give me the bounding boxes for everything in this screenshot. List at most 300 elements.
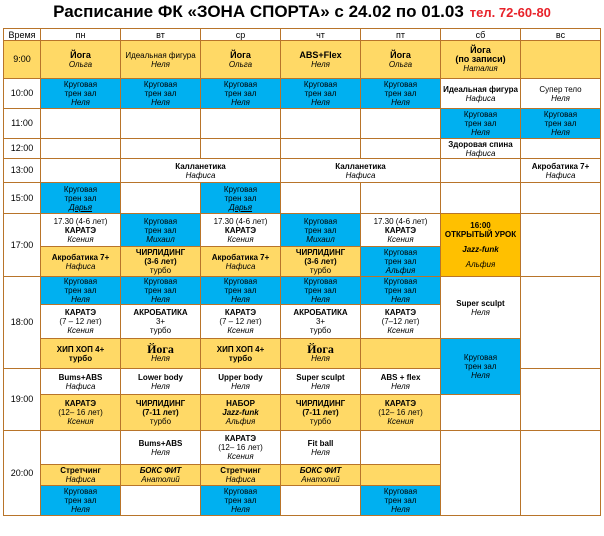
class-cell bbox=[121, 465, 201, 486]
class-subname: турбо bbox=[309, 326, 332, 335]
class-cell bbox=[281, 339, 361, 369]
class-name: Идеальная фигура bbox=[443, 84, 518, 94]
trainer-name: Дарья bbox=[228, 202, 252, 212]
class-subname: трен зал bbox=[64, 193, 97, 203]
header-row bbox=[4, 29, 601, 41]
class-name: Круговая bbox=[63, 487, 98, 496]
trainer-name: Неля bbox=[471, 371, 490, 380]
trainer-name: Неля bbox=[311, 353, 330, 363]
class-cell bbox=[441, 277, 521, 339]
day-header-sat: сб bbox=[441, 29, 521, 41]
class-subname: трен зал bbox=[544, 119, 577, 128]
class-name: КАРАТЭ bbox=[384, 225, 417, 235]
row-0900 bbox=[4, 41, 601, 79]
trainer-name: Неля bbox=[151, 381, 170, 391]
class-subname: Jazz-funk bbox=[462, 245, 499, 254]
trainer-name: Наталия bbox=[463, 64, 498, 73]
class-name: ЧИРЛИДИНГ bbox=[135, 248, 186, 257]
empty-cell bbox=[201, 109, 281, 139]
class-subname: турбо bbox=[309, 417, 332, 426]
class-name: Акробатика 7+ bbox=[51, 252, 110, 262]
row-1500 bbox=[4, 183, 601, 214]
class-name: Bums+ABS bbox=[58, 372, 103, 382]
trainer-name: Неля bbox=[231, 295, 250, 304]
time-cell: 18:00 bbox=[4, 277, 41, 369]
class-cell bbox=[121, 369, 201, 395]
class-age: (12– 16 лет) bbox=[378, 408, 423, 417]
class-name: КАРАТЭ bbox=[224, 434, 257, 443]
empty-cell bbox=[361, 431, 441, 465]
class-cell bbox=[121, 277, 201, 305]
class-cell bbox=[41, 369, 121, 395]
trainer-name: Неля bbox=[71, 505, 90, 514]
class-name: Lower body bbox=[138, 372, 183, 382]
trainer-name: Неля bbox=[71, 98, 90, 107]
day-header-sun: вс bbox=[521, 29, 601, 41]
class-name: Круговая bbox=[463, 110, 498, 119]
class-name: НАБОР bbox=[226, 399, 255, 408]
class-cell bbox=[521, 159, 601, 183]
class-name: Йога bbox=[70, 49, 91, 60]
class-name: ЧИРЛИДИНГ bbox=[295, 399, 346, 408]
class-name: БОКС ФИТ bbox=[299, 466, 342, 475]
class-name: Круговая bbox=[143, 277, 178, 286]
class-name: Круговая bbox=[303, 80, 338, 89]
class-subname: трен зал bbox=[384, 286, 417, 295]
class-name: КАРАТЭ bbox=[64, 225, 97, 235]
class-subname: трен зал bbox=[64, 286, 97, 295]
trainer-name: Неля bbox=[471, 128, 490, 137]
class-age: (7 – 12 лет) bbox=[59, 317, 102, 326]
empty-cell bbox=[441, 159, 521, 183]
empty-cell bbox=[361, 139, 441, 159]
trainer-name: Ольга bbox=[228, 59, 253, 69]
class-age: (12– 16 лет) bbox=[218, 443, 263, 452]
class-subname: турбо bbox=[149, 417, 172, 426]
class-name: Йога bbox=[230, 49, 251, 60]
class-cell bbox=[121, 247, 201, 277]
class-name: Круговая bbox=[223, 184, 258, 194]
trainer-name: Ксения bbox=[67, 417, 94, 426]
class-age: (7 – 12 лет) bbox=[219, 317, 262, 326]
class-name: Upper body bbox=[218, 372, 263, 382]
class-age: (3-6 лет) bbox=[304, 257, 337, 266]
class-time: 17.30 (4-6 лет) bbox=[373, 216, 428, 226]
class-subname: турбо bbox=[309, 266, 332, 275]
empty-cell bbox=[41, 139, 121, 159]
trainer-name: Неля bbox=[231, 381, 250, 391]
trainer-name: Неля bbox=[231, 98, 250, 107]
class-cell bbox=[121, 214, 201, 247]
class-subname: трен зал bbox=[384, 257, 417, 266]
empty-cell bbox=[521, 183, 601, 214]
class-name: Круговая bbox=[543, 110, 578, 119]
class-name: Круговая bbox=[303, 216, 338, 226]
class-cell bbox=[281, 247, 361, 277]
trainer-name: Неля bbox=[391, 381, 410, 391]
class-cell bbox=[41, 247, 121, 277]
class-name: Круговая bbox=[143, 216, 178, 226]
class-name: Акробатика 7+ bbox=[531, 161, 590, 171]
empty-cell bbox=[521, 369, 601, 431]
empty-cell bbox=[281, 139, 361, 159]
class-name: Круговая bbox=[463, 353, 498, 362]
empty-cell bbox=[201, 139, 281, 159]
trainer-name: Альфия bbox=[385, 266, 416, 275]
class-time: 16:00 bbox=[470, 221, 491, 230]
class-cell bbox=[41, 305, 121, 339]
class-cell bbox=[361, 214, 441, 247]
row-1300 bbox=[4, 159, 601, 183]
class-cell bbox=[441, 139, 521, 159]
class-subname: трен зал bbox=[224, 496, 257, 505]
class-name: Fit ball bbox=[307, 438, 334, 448]
class-name: Круговая bbox=[383, 80, 418, 89]
trainer-name: Нафиса bbox=[545, 170, 576, 180]
class-age: (12– 16 лет) bbox=[58, 408, 103, 417]
class-name: Круговая bbox=[303, 277, 338, 286]
row-1700a bbox=[4, 214, 601, 247]
class-cell bbox=[281, 41, 361, 79]
empty-cell bbox=[41, 109, 121, 139]
class-name: Йога bbox=[147, 341, 174, 356]
empty-cell bbox=[521, 431, 601, 516]
class-cell bbox=[361, 486, 441, 516]
class-cell bbox=[201, 277, 281, 305]
class-name: Йога bbox=[307, 341, 334, 356]
class-cell bbox=[361, 395, 441, 431]
class-age: (3-6 лет) bbox=[144, 257, 177, 266]
class-subname: Jazz-funk bbox=[222, 408, 259, 417]
class-subname: трен зал bbox=[144, 286, 177, 295]
class-name: ЧИРЛИДИНГ bbox=[295, 248, 346, 257]
trainer-name: Нафиса bbox=[345, 170, 376, 180]
time-header: Время bbox=[4, 29, 41, 41]
class-subname: трен зал bbox=[224, 286, 257, 295]
class-subname: трен зал bbox=[464, 362, 497, 371]
class-cell bbox=[201, 431, 281, 465]
class-time: 17.30 (4-6 лет) bbox=[213, 216, 268, 226]
class-name: АКРОБАТИКА bbox=[293, 308, 348, 317]
trainer-name: Нафиса bbox=[225, 261, 256, 271]
class-name: ОТКРЫТЫЙ УРОК bbox=[444, 230, 517, 239]
class-cell bbox=[201, 183, 281, 214]
class-subname: трен зал bbox=[384, 496, 417, 505]
trainer-name: Неля bbox=[151, 353, 170, 363]
class-cell bbox=[361, 277, 441, 305]
class-name: Круговая bbox=[63, 80, 98, 89]
trainer-name: Нафиса bbox=[65, 475, 96, 484]
row-1900b bbox=[4, 395, 601, 431]
trainer-name: Неля bbox=[551, 128, 570, 137]
time-cell: 9:00 bbox=[4, 41, 41, 79]
trainer-name: Неля bbox=[391, 295, 410, 304]
class-age: (7–12 лет) bbox=[381, 317, 420, 326]
trainer-name: Нафиса bbox=[465, 93, 496, 103]
open-lesson-cell bbox=[441, 214, 521, 277]
class-subname: трен зал bbox=[64, 496, 97, 505]
class-name: КАРАТЭ bbox=[224, 225, 257, 235]
empty-cell bbox=[521, 41, 601, 79]
class-cell bbox=[121, 159, 281, 183]
class-cell bbox=[361, 41, 441, 79]
class-name: КАРАТЭ bbox=[224, 308, 257, 317]
class-cell bbox=[201, 79, 281, 109]
trainer-name: Неля bbox=[471, 307, 490, 317]
trainer-name: Неля bbox=[71, 295, 90, 304]
class-cell bbox=[361, 79, 441, 109]
trainer-name: Ксения bbox=[227, 452, 254, 461]
empty-cell bbox=[441, 183, 521, 214]
trainer-name: Неля bbox=[311, 59, 330, 69]
class-name: Круговая bbox=[383, 277, 418, 286]
day-header-wed: ср bbox=[201, 29, 281, 41]
trainer-name: Ксения bbox=[227, 326, 254, 335]
class-subname: трен зал bbox=[144, 89, 177, 98]
class-subname: трен зал bbox=[304, 225, 337, 235]
class-name: ХИП ХОП 4+ bbox=[56, 344, 105, 354]
class-cell bbox=[201, 465, 281, 486]
time-cell: 19:00 bbox=[4, 369, 41, 431]
class-name: Super sculpt bbox=[296, 372, 345, 382]
trainer-name: Неля bbox=[151, 447, 170, 457]
class-name: Круговая bbox=[63, 184, 98, 194]
trainer-name: Неля bbox=[311, 295, 330, 304]
trainer-name: Ксения bbox=[387, 234, 414, 244]
class-cell bbox=[521, 109, 601, 139]
class-cell bbox=[441, 109, 521, 139]
trainer-name: Неля bbox=[391, 505, 410, 514]
class-cell bbox=[441, 41, 521, 79]
class-name: АКРОБАТИКА bbox=[133, 308, 188, 317]
trainer-name: Нафиса bbox=[225, 475, 256, 484]
class-subname: трен зал bbox=[144, 225, 177, 235]
class-cell bbox=[201, 41, 281, 79]
empty-cell bbox=[521, 214, 601, 277]
class-cell bbox=[281, 305, 361, 339]
class-name: ABS + flex bbox=[380, 372, 421, 382]
class-name: Калланетика bbox=[335, 161, 386, 171]
class-cell bbox=[121, 41, 201, 79]
time-cell: 15:00 bbox=[4, 183, 41, 214]
title-text: Расписание ФК «ЗОНА СПОРТА» с 24.02 по 01.03 bbox=[53, 2, 464, 21]
class-subname: трен зал bbox=[224, 193, 257, 203]
class-cell bbox=[281, 369, 361, 395]
class-cell bbox=[201, 369, 281, 395]
class-subname: турбо bbox=[149, 266, 172, 275]
trainer-name: Неля bbox=[151, 59, 170, 69]
empty-cell bbox=[121, 183, 201, 214]
trainer-name: Неля bbox=[151, 295, 170, 304]
day-header-mon: пн bbox=[41, 29, 121, 41]
class-name: Акробатика 7+ bbox=[211, 252, 270, 262]
empty-cell bbox=[361, 183, 441, 214]
class-cell bbox=[521, 79, 601, 109]
class-subname: турбо bbox=[68, 353, 93, 363]
trainer-name: Альфия bbox=[225, 417, 256, 426]
empty-cell bbox=[361, 339, 441, 369]
row-2000a bbox=[4, 431, 601, 465]
class-cell bbox=[41, 465, 121, 486]
empty-cell bbox=[281, 486, 361, 516]
class-cell bbox=[41, 339, 121, 369]
trainer-name: Ксения bbox=[227, 234, 254, 244]
day-header-thu: чт bbox=[281, 29, 361, 41]
row-1000 bbox=[4, 79, 601, 109]
class-name: Круговая bbox=[223, 277, 258, 286]
class-name: Йога bbox=[470, 45, 491, 55]
class-cell bbox=[361, 247, 441, 277]
empty-cell bbox=[441, 431, 521, 516]
day-header-tue: вт bbox=[121, 29, 201, 41]
empty-cell bbox=[361, 465, 441, 486]
empty-cell bbox=[121, 109, 201, 139]
empty-cell bbox=[361, 109, 441, 139]
class-note: (по записи) bbox=[455, 54, 506, 64]
trainer-name: Ксения bbox=[67, 326, 94, 335]
schedule-table bbox=[3, 28, 601, 516]
class-cell bbox=[201, 339, 281, 369]
class-name: Круговая bbox=[63, 277, 98, 286]
class-name: ХИП ХОП 4+ bbox=[216, 344, 265, 354]
empty-cell bbox=[121, 486, 201, 516]
trainer-name: Ксения bbox=[387, 326, 414, 335]
class-subname: трен зал bbox=[224, 89, 257, 98]
class-cell bbox=[281, 159, 441, 183]
empty-cell bbox=[281, 183, 361, 214]
class-subname: турбо bbox=[149, 326, 172, 335]
class-name: Стретчинг bbox=[220, 466, 261, 475]
phone-number: тел. 72-60-80 bbox=[469, 5, 551, 20]
class-cell bbox=[41, 214, 121, 247]
trainer-name: Михаил bbox=[306, 234, 335, 244]
class-cell bbox=[441, 79, 521, 109]
trainer-name: Анатолий bbox=[141, 475, 180, 484]
class-cell bbox=[41, 41, 121, 79]
row-1200 bbox=[4, 139, 601, 159]
class-cell bbox=[41, 395, 121, 431]
class-name: Круговая bbox=[223, 80, 258, 89]
class-name: Круговая bbox=[143, 80, 178, 89]
class-cell bbox=[201, 486, 281, 516]
day-header-fri: пт bbox=[361, 29, 441, 41]
time-cell: 10:00 bbox=[4, 79, 41, 109]
row-1800c bbox=[4, 339, 601, 369]
class-name: КАРАТЭ bbox=[384, 308, 417, 317]
class-name: Круговая bbox=[223, 487, 258, 496]
class-name: Круговая bbox=[383, 487, 418, 496]
empty-cell bbox=[41, 431, 121, 465]
class-age: 3+ bbox=[155, 317, 166, 326]
class-cell bbox=[201, 214, 281, 247]
trainer-name: Ксения bbox=[387, 417, 414, 426]
empty-cell bbox=[281, 109, 361, 139]
class-subname: турбо bbox=[228, 353, 253, 363]
trainer-name: Альфия bbox=[465, 260, 496, 269]
class-name: Здоровая спина bbox=[448, 139, 513, 149]
time-cell: 20:00 bbox=[4, 431, 41, 516]
class-cell bbox=[121, 305, 201, 339]
class-cell bbox=[361, 305, 441, 339]
class-cell bbox=[201, 305, 281, 339]
trainer-name: Нафиса bbox=[185, 170, 216, 180]
class-cell bbox=[281, 79, 361, 109]
class-subname: трен зал bbox=[464, 119, 497, 128]
class-cell bbox=[201, 247, 281, 277]
class-subname: трен зал bbox=[304, 89, 337, 98]
trainer-name: Нафиса bbox=[65, 381, 96, 391]
class-cell bbox=[41, 277, 121, 305]
class-subname: трен зал bbox=[64, 89, 97, 98]
class-cell bbox=[281, 277, 361, 305]
time-cell: 11:00 bbox=[4, 109, 41, 139]
class-name: ЧИРЛИДИНГ bbox=[135, 399, 186, 408]
class-cell bbox=[41, 486, 121, 516]
trainer-name: Неля bbox=[391, 98, 410, 107]
empty-cell bbox=[121, 139, 201, 159]
class-name: Bums+ABS bbox=[138, 438, 183, 448]
class-name: Super sculpt bbox=[456, 298, 505, 308]
trainer-name: Анатолий bbox=[301, 475, 340, 484]
time-cell: 12:00 bbox=[4, 139, 41, 159]
class-cell bbox=[121, 79, 201, 109]
trainer-name: Неля bbox=[551, 93, 570, 103]
class-name: Калланетика bbox=[175, 161, 226, 171]
trainer-name: Ксения bbox=[67, 234, 94, 244]
empty-cell bbox=[521, 139, 601, 159]
class-cell bbox=[41, 183, 121, 214]
class-subname: трен зал bbox=[384, 89, 417, 98]
class-cell bbox=[441, 339, 521, 395]
trainer-name: Неля bbox=[231, 505, 250, 514]
class-cell bbox=[41, 79, 121, 109]
class-name: КАРАТЭ bbox=[64, 308, 97, 317]
class-subname: трен зал bbox=[304, 286, 337, 295]
trainer-name: Дарья bbox=[68, 202, 92, 212]
trainer-name: Ольга bbox=[388, 59, 413, 69]
trainer-name: Неля bbox=[311, 98, 330, 107]
class-cell bbox=[281, 214, 361, 247]
trainer-name: Неля bbox=[151, 98, 170, 107]
class-name: КАРАТЭ bbox=[64, 399, 97, 408]
class-name: ABS+Flex bbox=[299, 49, 342, 60]
class-name: Круговая bbox=[383, 248, 418, 257]
row-1800a bbox=[4, 277, 601, 305]
trainer-name: Неля bbox=[311, 447, 330, 457]
class-cell bbox=[361, 369, 441, 395]
class-cell bbox=[121, 339, 201, 369]
trainer-name: Ольга bbox=[68, 59, 93, 69]
class-time: 17.30 (4-6 лет) bbox=[53, 216, 108, 226]
class-name: Супер тело bbox=[539, 84, 582, 94]
class-age: (7-11 лет) bbox=[142, 408, 179, 417]
trainer-name: Неля bbox=[311, 381, 330, 391]
class-name: БОКС ФИТ bbox=[139, 466, 182, 475]
trainer-name: Нафиса bbox=[65, 261, 96, 271]
time-cell: 13:00 bbox=[4, 159, 41, 183]
class-name: Идеальная фигура bbox=[125, 50, 196, 60]
class-name: Стретчинг bbox=[60, 466, 101, 475]
class-cell bbox=[281, 431, 361, 465]
trainer-name: Михаил bbox=[146, 234, 175, 244]
class-name: Йога bbox=[390, 49, 411, 60]
class-cell bbox=[201, 395, 281, 431]
row-1100 bbox=[4, 109, 601, 139]
class-cell bbox=[281, 465, 361, 486]
empty-cell bbox=[521, 277, 601, 369]
trainer-name: Нафиса bbox=[465, 148, 496, 158]
class-cell bbox=[281, 395, 361, 431]
